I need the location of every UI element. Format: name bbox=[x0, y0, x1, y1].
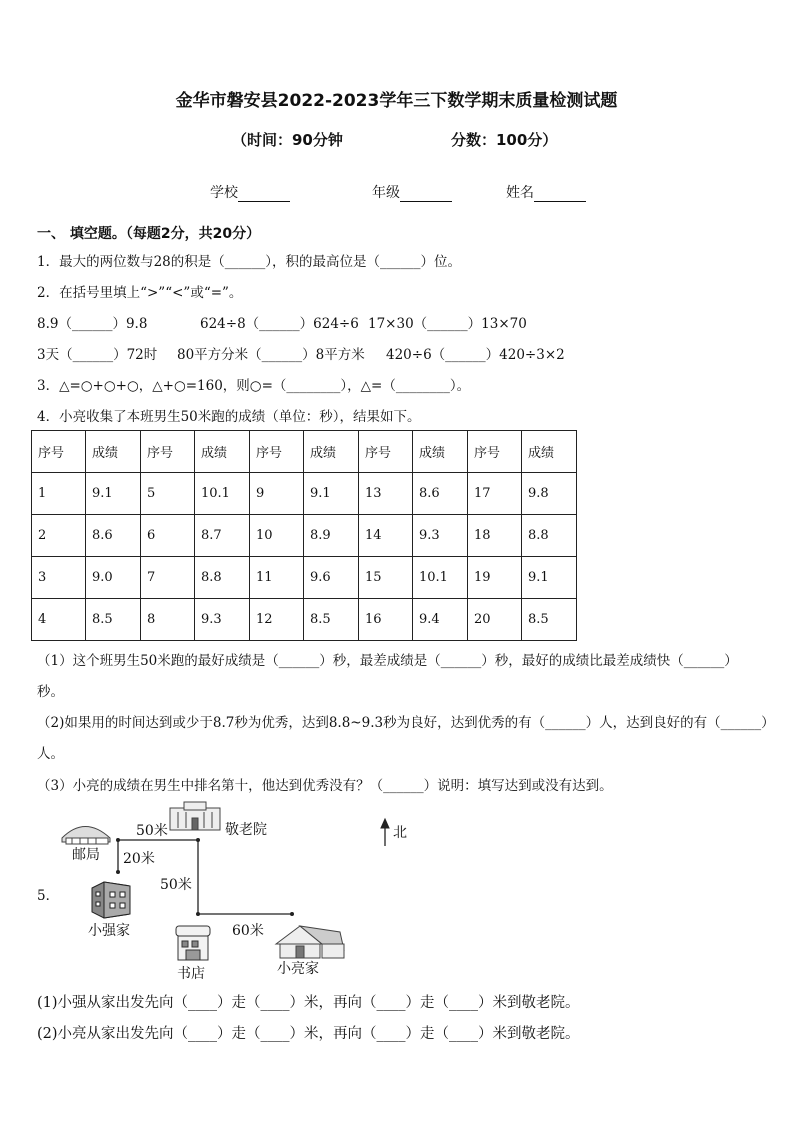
route-point bbox=[116, 838, 120, 842]
nursing-home-label: 敬老院 bbox=[225, 822, 267, 838]
grade-label: 年级 bbox=[372, 185, 400, 201]
table-cell: 10.1 bbox=[195, 473, 250, 515]
table-cell: 8 bbox=[141, 599, 195, 641]
distance-label: 50米 bbox=[136, 823, 168, 839]
post-office-label: 邮局 bbox=[72, 847, 100, 863]
score-label: 分数：100分） bbox=[451, 131, 558, 149]
table-cell: 9.8 bbox=[522, 473, 577, 515]
table-cell: 8.5 bbox=[522, 599, 577, 641]
table-cell: 10.1 bbox=[413, 557, 468, 599]
table-header: 序号 bbox=[250, 431, 304, 473]
table-cell: 9 bbox=[250, 473, 304, 515]
nursing-home-icon bbox=[170, 802, 220, 830]
distance-label: 50米 bbox=[160, 877, 192, 893]
xiaoqiang-home-icon bbox=[92, 882, 130, 918]
bookstore-icon bbox=[176, 926, 210, 960]
north-arrow-icon bbox=[381, 819, 389, 846]
table-cell: 7 bbox=[141, 557, 195, 599]
q2-item: 420÷6（______）420÷3×2 bbox=[386, 347, 565, 363]
table-cell: 6 bbox=[141, 515, 195, 557]
table-cell: 19 bbox=[468, 557, 522, 599]
section-heading: 一、 填空题。（每题2分，共20分） bbox=[37, 226, 261, 242]
table-cell: 8.5 bbox=[304, 599, 359, 641]
table-cell: 20 bbox=[468, 599, 522, 641]
table-cell: 18 bbox=[468, 515, 522, 557]
table-cell: 9.3 bbox=[413, 515, 468, 557]
table-cell: 16 bbox=[359, 599, 413, 641]
table-cell: 8.8 bbox=[195, 557, 250, 599]
q2-item: 624÷8（______）624÷6 bbox=[200, 316, 359, 332]
xiaoliang-home-label: 小亮家 bbox=[277, 961, 319, 977]
distance-label: 20米 bbox=[123, 851, 155, 867]
route-point bbox=[196, 912, 200, 916]
q2-item: 8.9（______）9.8 bbox=[37, 316, 148, 332]
table-cell: 14 bbox=[359, 515, 413, 557]
post-office-icon bbox=[62, 827, 110, 845]
table-header: 成绩 bbox=[413, 431, 468, 473]
question-4-2: （2)如果用的时间达到或少于8.7秒为优秀，达到8.8~9.3秒为良好，达到优秀的有（______）人，达到良好的有（______） bbox=[37, 715, 775, 731]
table-cell: 4 bbox=[32, 599, 86, 641]
table-cell: 13 bbox=[359, 473, 413, 515]
table-cell: 8.9 bbox=[304, 515, 359, 557]
question-5-2: (2)小亮从家出发先向（____）走（____）米，再向（____）走（____）米到敬老院。 bbox=[37, 1026, 580, 1042]
question-4-1-cont: 秒。 bbox=[37, 684, 64, 700]
time-label: （时间：90分钟 bbox=[232, 131, 343, 149]
table-header: 序号 bbox=[468, 431, 522, 473]
xiaoliang-home-icon bbox=[276, 926, 344, 958]
table-cell: 9.0 bbox=[86, 557, 141, 599]
bookstore-label: 书店 bbox=[177, 966, 205, 982]
table-cell: 9.4 bbox=[413, 599, 468, 641]
name-label: 姓名 bbox=[506, 185, 534, 201]
table-cell: 8.6 bbox=[413, 473, 468, 515]
table-cell: 11 bbox=[250, 557, 304, 599]
table-header: 序号 bbox=[141, 431, 195, 473]
xiaoqiang-home-label: 小强家 bbox=[88, 923, 130, 939]
north-label: 北 bbox=[393, 825, 407, 841]
question-4-1: （1）这个班男生50米跑的最好成绩是（______）秒，最差成绩是（______）秒，最好的成绩比最差成绩快（______） bbox=[37, 653, 738, 669]
route-point bbox=[196, 838, 200, 842]
table-cell: 8.8 bbox=[522, 515, 577, 557]
question-5-number: 5． bbox=[37, 888, 60, 904]
table-header: 成绩 bbox=[304, 431, 359, 473]
table-cell: 2 bbox=[32, 515, 86, 557]
table-header: 序号 bbox=[32, 431, 86, 473]
table-cell: 3 bbox=[32, 557, 86, 599]
table-cell: 10 bbox=[250, 515, 304, 557]
table-cell: 9.6 bbox=[304, 557, 359, 599]
route-point bbox=[290, 912, 294, 916]
question-1: 1．最大的两位数与28的积是（______），积的最高位是（______）位。 bbox=[37, 254, 462, 270]
question-2: 2．在括号里填上“>”“<”或“=”。 bbox=[37, 285, 243, 301]
table-header: 成绩 bbox=[195, 431, 250, 473]
table-cell: 9.1 bbox=[86, 473, 141, 515]
q2-item: 17×30（______）13×70 bbox=[368, 316, 527, 332]
table-cell: 1 bbox=[32, 473, 86, 515]
question-4-3: （3）小亮的成绩在男生中排名第十，他达到优秀没有？（______）说明：填写达到或没有达到。 bbox=[37, 778, 613, 794]
table-cell: 15 bbox=[359, 557, 413, 599]
table-cell: 9.1 bbox=[304, 473, 359, 515]
table-header: 序号 bbox=[359, 431, 413, 473]
question-3: 3．△=○+○+○，△+○=160，则○=（________），△=（________）。 bbox=[37, 378, 471, 394]
route-point bbox=[116, 870, 120, 874]
table-header: 成绩 bbox=[522, 431, 577, 473]
question-4: 4．小亮收集了本班男生50米跑的成绩（单位：秒），结果如下。 bbox=[37, 409, 421, 425]
q2-item: 3天（______）72时 bbox=[37, 347, 158, 363]
table-cell: 9.3 bbox=[195, 599, 250, 641]
table-cell: 5 bbox=[141, 473, 195, 515]
table-cell: 12 bbox=[250, 599, 304, 641]
distance-label: 60米 bbox=[232, 923, 264, 939]
table-cell: 8.6 bbox=[86, 515, 141, 557]
school-label: 学校 bbox=[210, 185, 238, 201]
table-header: 成绩 bbox=[86, 431, 141, 473]
page-title: 金华市磐安县2022-2023学年三下数学期末质量检测试题 bbox=[175, 91, 618, 111]
table-cell: 17 bbox=[468, 473, 522, 515]
table-cell: 8.7 bbox=[195, 515, 250, 557]
question-4-2-cont: 人。 bbox=[37, 746, 64, 762]
q2-item: 80平方分米（______）8平方米 bbox=[177, 347, 365, 363]
question-5-1: (1)小强从家出发先向（____）走（____）米，再向（____）走（____）米到敬老院。 bbox=[37, 995, 580, 1011]
table-cell: 8.5 bbox=[86, 599, 141, 641]
table-cell: 9.1 bbox=[522, 557, 577, 599]
